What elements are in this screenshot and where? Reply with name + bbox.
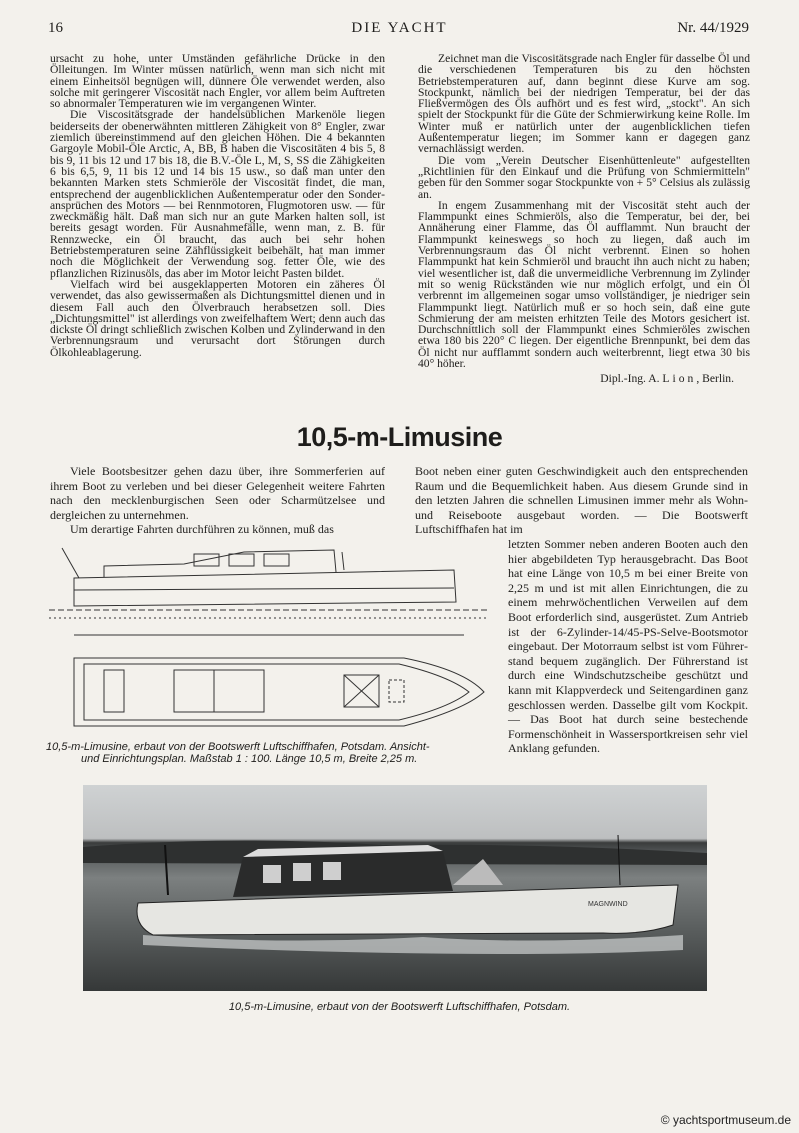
paragraph: Viele Bootsbesitzer gehen dazu über, ihre Sommerferien auf ihrem Boot zu verleben und bei dieser Gelegenheit weitere Fahrten nach den mecklenburgischen Seen oder Scharmützelsee und dergleichen zu unternehmen.	[50, 464, 385, 522]
watermark: © yachtsportmuseum.de	[660, 1113, 791, 1127]
article2-right-column	[415, 464, 748, 537]
signature-name: Lion	[662, 372, 697, 386]
boat-photo	[83, 785, 707, 991]
photo-caption: 10,5-m-Limusine, erbaut von der Bootswerft Luftschiffhafen, Potsdam.	[228, 1001, 571, 1013]
author-signature	[418, 373, 750, 384]
paragraph: Um derartige Fahrten durchführen zu können, muß das	[70, 522, 334, 537]
boat-plan-drawing	[44, 540, 494, 736]
paragraph: Zeichnet man die Viscositätsgrade nach Engler für dasselbe Öl und die verschiedenen Temperaturen bis zu den höchsten Betriebstemperaturen auf, dann beginnt diese Kurve am sog. Stockpunkt, nämlich bei der niedrigen Temperatur, bei der das Fließvermögen des Öls aufhört und es fest wird, „stockt". An sich spielt der Stockpunkt für die Güte der Schmierwirkung keine Rolle. Im Winter muß er natürlich unter der augenblicklichen tiefen Außentemperatur liegen; im Sommer kann er dagegen ganz vernachlässigt werden.	[418, 52, 750, 156]
page-number: 16	[48, 20, 63, 36]
paragraph: ursacht zu hohe, unter Umständen gefährliche Drücke in den Ölleitungen. Im Winter müssen natürlich, wenn man sich nicht mit einem Einheitsöl begnügen will, dünnere Öle verwendet werden, also solche mit geringerer Viscosität nach Engler, vor allem beim Auftreten so abnormaler Temperaturen wie im vergangenen Winter.	[50, 52, 385, 111]
article1-right-column	[418, 53, 750, 385]
boat-photo-image	[83, 785, 707, 991]
side-elevation	[49, 548, 489, 618]
signature-suffix: , Berlin.	[696, 372, 734, 386]
article2-left-column	[50, 464, 385, 537]
paragraph: Die Viscositätsgrade der handelsüblichen Markenöle liegen beiderseits der obenerwähnten mittleren Zähigkeit von 8° Engler, zwar ziemlich übereinstimmend auf den gleichen Höhen. Die 4 bekannten Gargoyle Mobil-Öle Arctic, A, BB, B haben die Viscositäten 4 bis 5, 8 bis 9, 11 bis 12 und 17 bis 18, die B.V.-Öle L, M, S, SS die Zähigkeiten 6 bis 6,5, 9, 11 bis 12 und 14 bis 15 usw., so daß man unter den bekannten Marken stets Schmieröle der Viscosität findet, die man, entsprechend der augenblicklichen Außentemperatur oder den Sonderansprüchen des Motors — bei Rennmotoren, Flugmotoren usw. — für zweckmäßig hält. Daß man sich nur an gute Marken halten soll, ist bereits gesagt worden. Für Ausnahmefälle, wenn man, z. B. für Rennzwecke, ein Öl braucht, das auch bei sehr hohen Betriebstemperaturen seine Zähflüssigkeit beibehält, hat man immer noch die Möglichkeit der Verwendung sog. fetter Öle, wie des pflanzlichen Rizinusöls, das aber im Motor leicht Pasten bildet.	[50, 108, 385, 280]
paragraph: letzten Sommer neben anderen Booten auch den hier abgebildeten Typ herausgebracht. Das Boot hat eine Länge von 10,5 m bei einer Breite von 2,25 m und ist mit allen Einrichtungen, die zu einem mehrwöchentlichen Verweilen auf dem Boot erforderlich sind, ausgerüstet. Zum Antrieb ist der 6-Zylinder-14/45-PS-Selve-Bootsmotor eingebaut. Der Motorraum selbst ist vom Führerstand bequem zugänglich. Der Führerstand ist durch eine Windschutzscheibe geschützt und kann mit Klappverdeck und Seitengardinen ganz geschlossen werden. Dasselbe gilt vom Kockpit. — Das Boot hat durch seine bestechende Formenschönheit in Wassersportkreisen sehr viel Anklang gefunden.	[508, 537, 748, 756]
article2-narrow-column	[508, 537, 748, 756]
boat-name: MAGNWIND	[588, 901, 628, 908]
paragraph: Die vom „Verein Deutscher Eisenhüttenleute" aufgestellten „Richtlinien für den Einkauf und die Prüfung von Schmiermitteln" geben für den Sommer sogar Stockpunkte von + 5° Celsius als zulässig an.	[418, 153, 750, 201]
signature-prefix: Dipl.-Ing. A.	[600, 372, 660, 386]
deck-plan	[74, 635, 484, 726]
drawing-caption	[46, 741, 466, 765]
paragraph: Boot neben einer guten Geschwindigkeit auch den entsprechenden Raum und die Bequemlichkeit haben. Aus diesem Grunde sind in den letzten Jahren die schnellen Limusinen immer mehr als Wohn- und Reiseboote ausgebaut worden. — Die Bootswerft Luftschiffhafen hat im	[415, 464, 748, 537]
paragraph: In engem Zusammenhang mit der Viscosität steht auch der Flammpunkt eines Schmieröls, also die Temperatur, bei der, bei Annäherung einer Flamme, das Öl aufflammt. Nun braucht der Flammpunkt keineswegs so hoch zu liegen, daß auch im Verbrennungsraum das Öl nicht verbrennt. Einen so hohen Flammpunkt hat kein Schmieröl und braucht ihn auch nicht zu haben; viel wesentlicher ist, daß die unvermeidliche Verbrennung im Zylinder mit so wenig Rückständen wie nur möglich erfolgt, und ein Öl verbrennt im allgemeinen sogar umso vollständiger, je niedriger sein Flammpunkt liegt. Natürlich muß er so hoch sein, daß eine gute Schmierung der am meisten erhitzten Teile des Motors gesichert ist. Durchschnittlich soll der Flammpunkt eines Schmieröles zwischen etwa 180 bis 220° C liegen. Der eigentliche Brennpunkt, bei dem das Öl nicht nur aufflammt sondern auch weiterbrennt, liegt etwa 30 bis 40° höher.	[418, 198, 750, 371]
issue-number: Nr. 44/1929	[677, 20, 749, 36]
caption-line: und Einrichtungsplan. Maßstab 1 : 100. Länge 10,5 m, Breite 2,25 m.	[81, 753, 418, 765]
article-title: 10,5-m-Limusine	[296, 422, 503, 452]
article1-left-column	[50, 53, 385, 358]
caption-line: 10,5-m-Limusine, erbaut von der Bootswerft Luftschiffhafen, Potsdam. Ansicht-	[46, 741, 430, 753]
magazine-title: DIE YACHT	[351, 20, 448, 36]
paragraph: Vielfach wird bei ausgeklapperten Motoren ein zäheres Öl verwendet, das also gewissermaßen als Dichtungsmittel dienen und in diesem Fall auch den Ölverbrauch herabsetzen soll. Dies „Dichtungsmittel" ist allerdings von zweifelhaftem Wert; denn auch das dickste Öl dringt schließlich zwischen Kolben und Zylinderwand in den Verbrennungsraum und verursacht dort Störungen durch Ölkohleablagerung.	[50, 277, 385, 359]
